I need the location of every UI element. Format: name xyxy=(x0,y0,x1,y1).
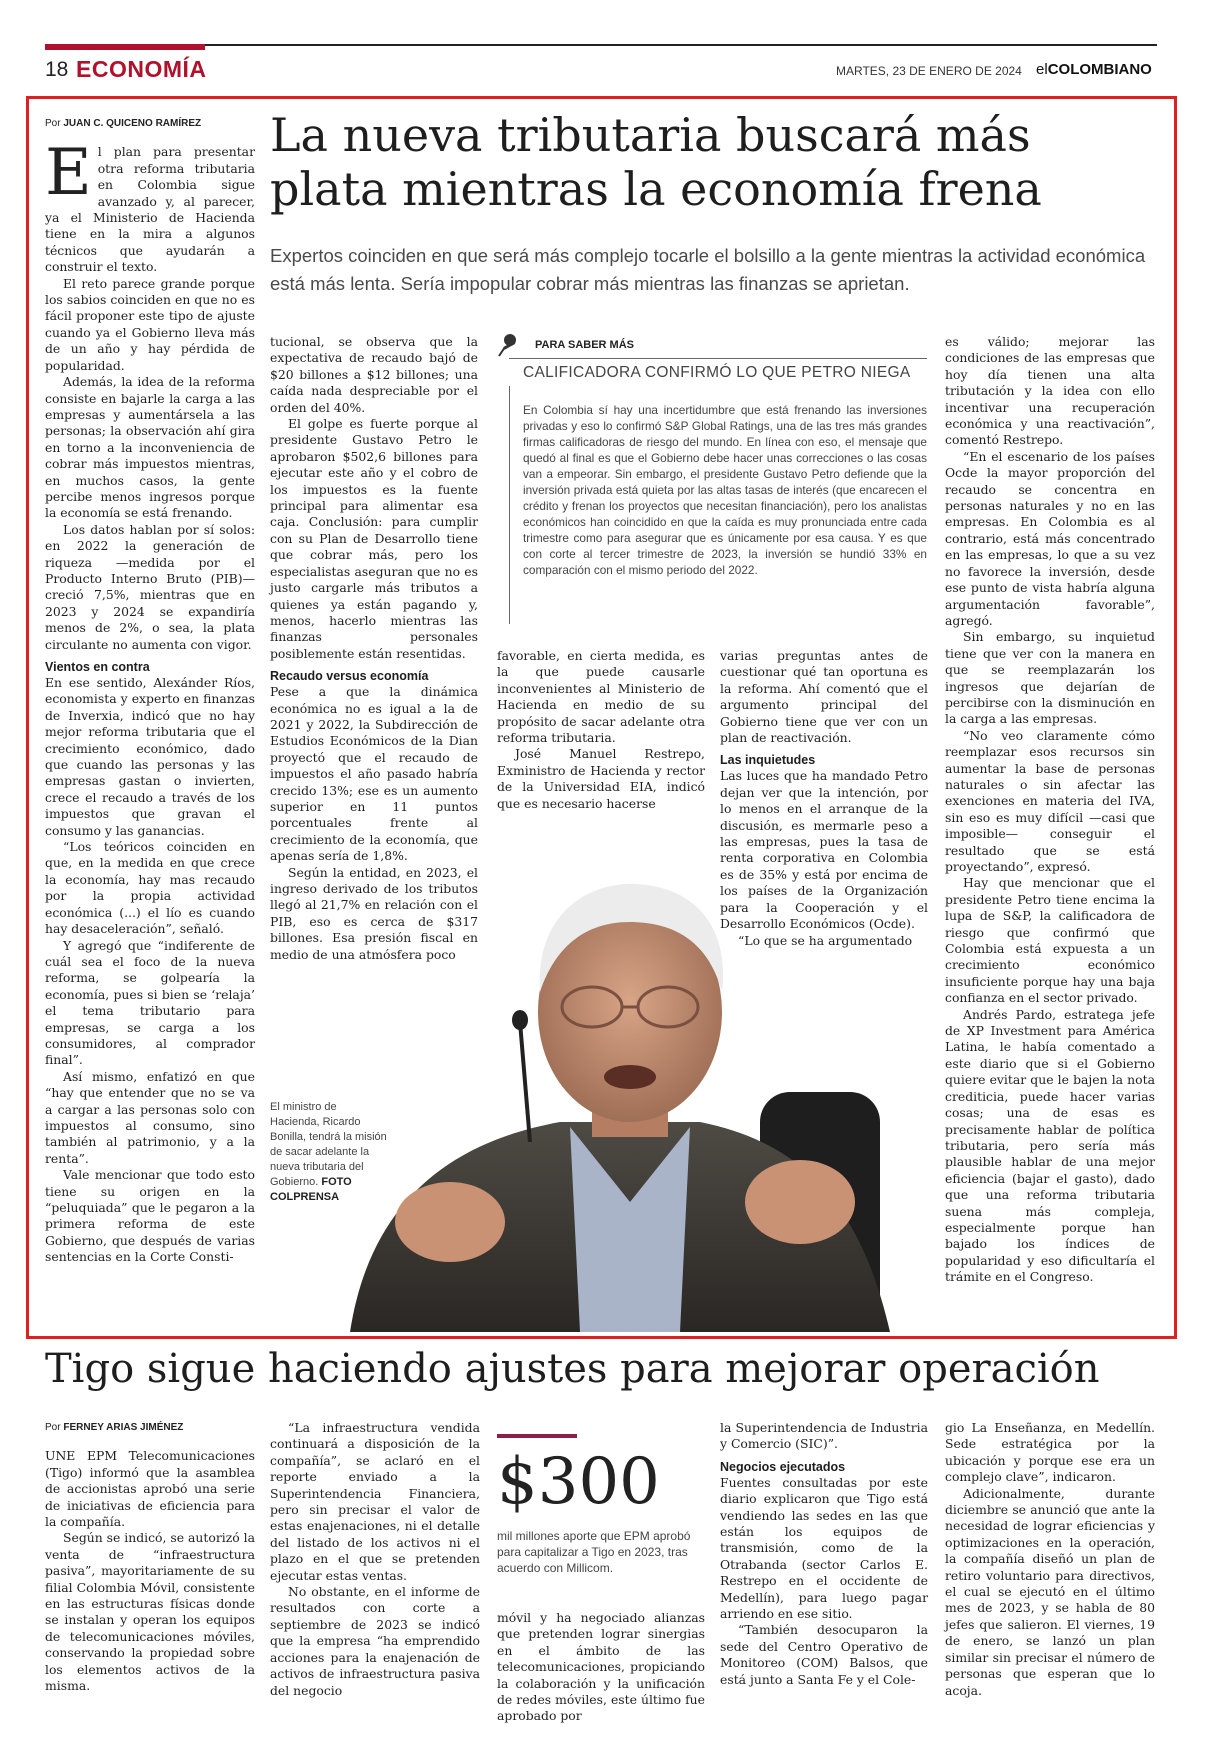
photo-credit: FOTO COLPRENSA xyxy=(270,1176,352,1203)
main-column-3 xyxy=(497,648,705,812)
paragraph: El reto parece grande porque los sabios coinciden en que no es fácil proponer este tipo de ajuste cuando ya el Gobierno lleva más de un año y hay pérdida de popularidad. xyxy=(45,275,255,373)
paragraph: Adicionalmente, durante diciembre se anunció que ante la necesidad de lograr eficiencias y optimizaciones en la operación, la compañía diseñó un plan de retiro voluntario para directivos, el cual se ejecutó en el último mes de 2023, y se habla de 80 jefes que salieron. El viernes, 19 de enero, se lanzó un plan similar sin precisar el número de personas que esperan que lo acoja. xyxy=(945,1485,1155,1698)
main-column-1 xyxy=(45,116,255,1266)
paragraph: Vale mencionar que todo esto tiene su origen en la “peluquiada” que le pegaron a la primera reforma de este Gobierno, que después de varias sentencias en la Corte Consti- xyxy=(45,1167,255,1265)
main-headline: La nueva tributaria buscará más plata mientras la economía frena xyxy=(270,108,1042,216)
sidebar-text: En Colombia sí hay una incertidumbre que está frenando las inversiones privadas y eso lo confirmó S&P Global Ratings, una de las tres más grandes firmas calificadoras de riesgo del mundo. En línea con eso, el mensaje que quedó al final es que el Gobierno debe hacer unas correcciones o las cosas van a empeorar. Sin embargo, el presidente Gustavo Petro defiende que la inversión privada está quieta por las altas tasas de interés (que encarecen el crédito y frenan los proyectos que necesitan financiación), pero los analistas económicos han coincidido en que la caída es muy pronunciada entre cada trimestre como para asegurar que es únicamente por esa causa. Y es que con corte al tercer trimestre de 2023, la inversión se hundió 33% en comparación con el mismo periodo del 2022. xyxy=(523,403,927,577)
second-headline: Tigo sigue haciendo ajustes para mejorar operación xyxy=(45,1346,1100,1392)
logo-name: COLOMBIANO xyxy=(1047,61,1152,78)
paragraph: favorable, en cierta medida, es la que puede causarle inconvenientes al Ministerio de Hacienda en medio de su propósito de sacar adelante otra reforma tributaria. xyxy=(497,648,705,746)
paragraph: En ese sentido, Alexánder Ríos, economista y experto en finanzas de Inverxia, indicó que no hay mejor reforma tributaria que el crecimiento económico, dado que cuando las personas y las empresas gastan o invierten, crece el recaudo a través de los impuestos que gravan el consumo y las ganancias. xyxy=(45,675,255,838)
second-column-1 xyxy=(45,1420,255,1695)
byline-prefix: Por xyxy=(45,118,61,129)
paragraph: la Superintendencia de Industria y Comercio (SIC)”. xyxy=(720,1420,928,1452)
second-column-4 xyxy=(720,1420,928,1688)
paragraph xyxy=(45,136,255,275)
subheading: Recaudo versus economía xyxy=(270,669,429,684)
highlight-figure-text: mil millones aporte que EPM aprobó para capitalizar a Tigo en 2023, tras acuerdo con Millicom. xyxy=(497,1529,691,1575)
paragraph: “Lo que se ha argumentado xyxy=(738,932,913,948)
pushpin-icon xyxy=(497,332,521,358)
sidebar-label: PARA SABER MÁS xyxy=(535,339,635,351)
paragraph: “Los teóricos coinciden en que, en la medida en que crece la economía, hay mas recaudo por la propia actividad económica (...) el lío es cuando hay desaceleración”, señaló. xyxy=(45,839,255,937)
figure-accent-bar xyxy=(497,1434,577,1438)
subheading: Vientos en contra xyxy=(45,660,150,674)
paragraph: tucional, se observa que la expectativa de recaudo bajó de $20 billones a $12 billones; una caída nada despreciable por el orden del 40%. xyxy=(270,334,478,415)
paragraph: gio La Enseñanza, en Medellín. Sede estratégica por la ubicación y porque ese era un complejo clave”, indicaron. xyxy=(945,1420,1155,1485)
paragraph: móvil y ha negociado alianzas que pretenden lograr sinergias en el ámbito de las telecomunicaciones, propiciando la colaboración y la unificación de redes móviles, este último fue aprobado por xyxy=(497,1610,705,1724)
paragraph: No obstante, en el informe de resultados con corte a septiembre de 2023 se indicó que la empresa “ha emprendido acciones para la enajenación de activos de infraestructura pasiva del negocio xyxy=(270,1584,480,1698)
paragraph-text: l plan para presentar otra reforma tributaria en Colombia sigue avanzado y, al parecer, ya el Ministerio de Hacienda tiene en la mira a algunos técnicos que ayudarán a construir el texto. xyxy=(45,144,255,275)
byline-author: FERNEY ARIAS JIMÉNEZ xyxy=(63,1422,184,1433)
paragraph: “No veo claramente cómo reemplazar esos recursos sin aumentar la base de personas naturales o sin afectar las exenciones en materia del IVA, sin eso es muy difícil —casi que imposible— conseguir el resultado que se está proyectando”, expresó. xyxy=(945,727,1155,874)
byline-author: JUAN C. QUICENO RAMÍREZ xyxy=(63,118,202,129)
main-column-5 xyxy=(945,334,1155,1286)
paragraph: Andrés Pardo, estratega jefe de XP Investment para América Latina, le había comentado a este diario que si el Gobierno quiere evitar que le bajen la nota crediticia, puede hacer varias cosas; una de esas es precisamente hablar de política tributaria, pero sería más plausible hablar de una mejor eficiencia (bajar el gasto), dado que una reforma tributaria suena más compleja, especialmente porque han bajado los índices de popularidad y eso dificultaría el trámite en el Congreso. xyxy=(945,1006,1155,1285)
header-rule xyxy=(45,44,1157,46)
paragraph: UNE EPM Telecomunicaciones (Tigo) informó que la asamblea de accionistas aprobó una serie de iniciativas de eficiencia para la compañía. xyxy=(45,1448,255,1530)
second-byline xyxy=(45,1420,255,1436)
sidebar-rule xyxy=(509,358,927,359)
subheading: Las inquietudes xyxy=(720,753,816,768)
section-accent-bar xyxy=(45,44,205,50)
paragraph: Hay que mencionar que el presidente Petro tiene encima la lupa de S&P, la calificadora de riesgo que confirmó que Colombia está expuesta a un crecimiento económico insuficiente porque hay una baja confianza en el sector privado. xyxy=(945,875,1155,1006)
main-byline xyxy=(45,116,255,132)
paragraph: El golpe es fuerte porque al presidente Gustavo Petro le aprobaron $502,6 billones para ejecutar este año y el cobro de los impuestos es la fuente principal para alimentar esa caja. Conclusión: para cumplir con su Plan de Desarrollo tiene que cobrar más, pero los especialistas aseguran que no es justo cargarle más tributos a quienes ya están pagando y, menos, hacerlo mientras las finanzas personales posiblemente están resentidas. xyxy=(270,416,478,661)
photo-caption xyxy=(270,1100,388,1205)
byline-prefix: Por xyxy=(45,1422,61,1433)
paragraph: Las luces que ha mandado Petro dejan ver que la intención, por lo menos en el arranque de la discusión, es mermarle peso a las empresas, pues la tasa de renta corporativa en Colombia es de 35% y está por encima de los países de la Organización para la Cooperación y el Desarrollo Económicos (Ocde). xyxy=(720,768,928,932)
highlight-figure: $300 xyxy=(497,1445,660,1519)
dropcap: E xyxy=(45,136,92,211)
paragraph: “La infraestructura vendida continuará a disposición de la compañía”, se aclaró en el reporte enviado a la Superintendencia Financiera, pero sin precisar el valor de estas enajenaciones, ni el detalle del listado de los activos ni el plazo en el que se pretenden ejecutar estas ventas. xyxy=(270,1420,480,1583)
sidebar-left-rule xyxy=(509,386,510,624)
paragraph: “En el escenario de los países Ocde la mayor proporción del recaudo se concentra en personas naturales y no en las empresas. En Colombia es al contrario, está más concentrado en las empresas, lo que a su vez no favorece la inversión, desde ese punto de vista habría alguna argumentación favorable”, agregó. xyxy=(945,448,1155,628)
minister-photo xyxy=(330,842,930,1332)
second-column-5 xyxy=(945,1420,1155,1699)
issue-date: MARTES, 23 DE ENERO DE 2024 xyxy=(836,64,1022,78)
logo-prefix: el xyxy=(1036,61,1048,78)
paragraph: Los datos hablan por sí solos: en 2022 la generación de riqueza —medida por el Producto Interno Bruto (PIB)— creció 7,5%, mientras que en 2023 y 2024 se expandiría menos de 2%, o sea, la plata circulante no aumenta con vigor. xyxy=(45,521,255,652)
paragraph: es válido; mejorar las condiciones de las empresas que hoy día tienen una alta tributación y la idea con ello incentivar una recuperación económica y una reactivación”, comentó Restrepo. xyxy=(945,334,1155,448)
paragraph: Fuentes consultadas por este diario explicaron que Tigo está vendiendo las sedes en las que están los equipos de transmisión, como de la Otrabanda (sector Carlos E. Restrepo en el occidente de Medellín), para luego pagar arriendo en ese sitio. xyxy=(720,1474,928,1622)
caption-text: El ministro de Hacienda, Ricardo Bonilla, tendrá la misión de sacar adelante la nueva tributaria del Gobierno. xyxy=(270,1101,387,1188)
paragraph: Y agregó que “indiferente de cuál sea el foco de la nueva reforma, se golpearía la economía, pues si bien se ‘relaja’ el tema tributario para empresas, se carga a los consumidores, al comprador final”. xyxy=(45,937,255,1068)
section-title: ECONOMÍA xyxy=(76,56,207,82)
paragraph: varias preguntas antes de cuestionar qué tan oportuna es la reforma. Ahí comentó que el argumento principal del Gobierno tiene que ver con un plan de reactivación. xyxy=(720,648,928,746)
paragraph: Según la entidad, en 2023, el ingreso derivado de los tributos llegó al 21,7% en relación con el PIB, eso es cerca de $317 billones. Esa presión fiscal en medio de una atmósfera poco xyxy=(270,864,478,962)
paragraph: Así mismo, enfatizó en que “hay que entender que no se va a cargar a las personas solo con impuestos al consumo, sino también al patrimonio, y a la renta”. xyxy=(45,1068,255,1166)
newspaper-logo xyxy=(1036,61,1152,78)
paragraph: Además, la idea de la reforma consiste en bajarle la carga a las empresas y aumentársela a las personas; la observación ahí gira en torno a la inconveniencia de cobrar más impuestos mientras, en muchos casos, la gente percibe menos ingresos porque la economía se está frenando. xyxy=(45,374,255,521)
paragraph: Según se indicó, se autorizó la venta de “infraestructura pasiva”, mayoritariamente de su filial Colombia Móvil, consistente en las estructuras físicas donde se instalan y operan los equipos de telecomunicaciones móviles, conservando la propiedad sobre los elementos activos de la misma. xyxy=(45,1530,255,1694)
page-number: 18 xyxy=(45,58,69,81)
paragraph: José Manuel Restrepo, Exministro de Hacienda y rector de la Universidad EIA, indicó que es necesario hacerse xyxy=(497,746,705,811)
second-column-2 xyxy=(270,1420,480,1699)
sidebar-title: CALIFICADORA CONFIRMÓ LO QUE PETRO NIEGA xyxy=(523,364,911,381)
subheading: Negocios ejecutados xyxy=(720,1459,846,1474)
main-deck: Expertos coinciden en que será más complejo tocarle el bolsillo a la gente mientras la actividad económica está más lenta. Sería impopular cobrar más mientras las finanzas se aprietan. xyxy=(270,245,1146,294)
second-column-3 xyxy=(497,1610,705,1725)
paragraph: Pese a que la dinámica económica no es igual a la de 2021 y 2022, la Subdirección de Estudios Económicos de la Dian proyectó que el recaudo de impuestos el año pasado habría crecido 13%; ese es un aumento superior en 11 puntos porcentuales frente al crecimiento de la economía, que apenas sería de 1,8%. xyxy=(270,684,478,864)
sidebar-box xyxy=(497,332,927,628)
paragraph: “También desocuparon la sede del Centro Operativo de Monitoreo (COM) Balsos, que está junto a Santa Fe y el Cole- xyxy=(720,1622,928,1687)
paragraph: Sin embargo, su inquietud tiene que ver con la manera en que se reemplazarán los ingresos que dejarían de percibirse con la disminución en la carga a las empresas. xyxy=(945,629,1155,727)
